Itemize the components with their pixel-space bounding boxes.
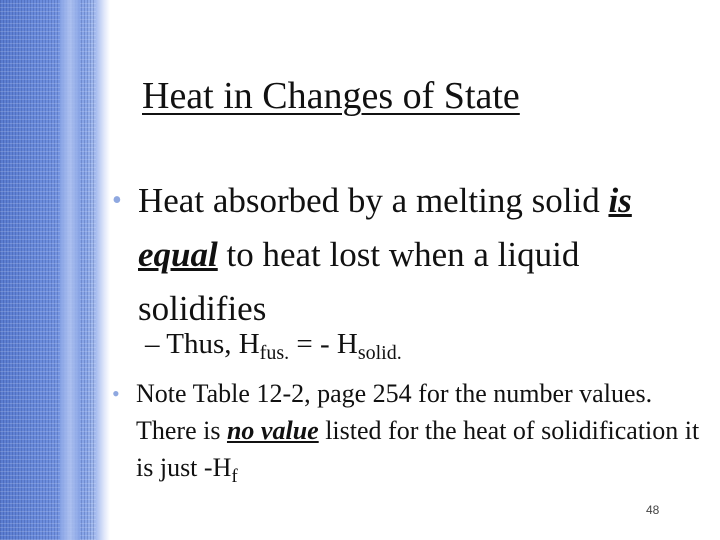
bullet-note-table [112, 375, 711, 487]
decorative-side-edge [96, 0, 110, 540]
sub-bullet-equation [145, 327, 402, 364]
bullet-icon: • [112, 381, 120, 406]
decorative-side-strip [60, 0, 80, 540]
equation-lead: – Thus, H [145, 328, 260, 360]
decorative-side-band [0, 0, 108, 540]
emphasis-text: no value [226, 416, 319, 445]
subscript-f: f [231, 466, 238, 487]
slide-title: Heat in Changes of State [142, 75, 520, 117]
subscript-fus: fus. [259, 342, 290, 364]
emphasis-text: is equal [138, 181, 632, 274]
subscript-solid: solid. [357, 342, 402, 364]
bullet-heat-absorbed [112, 174, 713, 336]
bullet-text: to heat lost when a liquid solidifies [138, 235, 580, 328]
equation-mid: = - H [289, 328, 358, 360]
bullet-text: Heat absorbed by a melting solid [138, 181, 609, 220]
page-number: 48 [646, 503, 660, 517]
bullet-text: listed for the heat of solidification it is just -H [136, 416, 700, 482]
bullet-icon: • [112, 185, 122, 216]
bullet-text: Note Table 12-2, page 254 for the number values. There is [136, 379, 653, 445]
